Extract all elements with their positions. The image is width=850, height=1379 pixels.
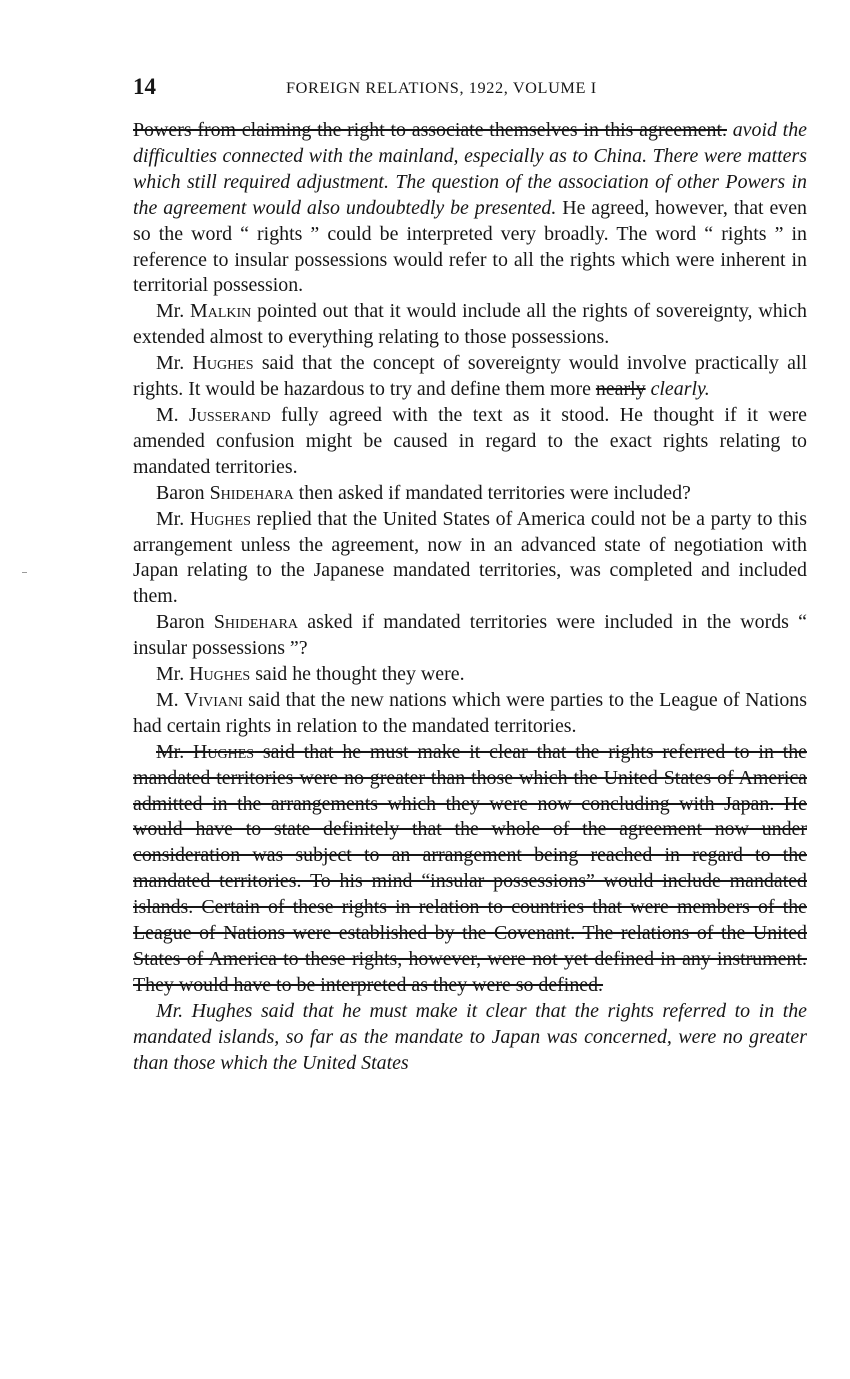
paragraph [133, 403, 807, 481]
text-run: He agreed, however, that even so the word “ rights ” could be interpreted very broadly. The word “ rights ” in reference to insular possessions would refer to all the rights which were inherent in territorial possession. [133, 196, 807, 297]
deleted-text: Powers from claiming the right to associate themselves in this agreement. [133, 119, 727, 141]
text-run: Mr. [156, 663, 190, 686]
text-run: asked if mandated territories were included in the words “ insular possessions ”? [133, 611, 807, 660]
paragraph [133, 481, 807, 507]
text-run: said that the new nations which were parties to the League of Nations had certain rights in relation to the mandated territories. [133, 688, 807, 737]
text-run: M. [156, 688, 185, 711]
deleted-speaker-name: Hughes [193, 740, 255, 763]
paragraph [133, 662, 807, 688]
text-run: pointed out that it would include all the rights of sovereignty, which extended almost to everything relating to those possessions. [133, 300, 807, 349]
speaker-name: Viviani [184, 688, 243, 711]
text-run: Mr. [156, 300, 191, 323]
paragraph [133, 610, 807, 662]
deleted-text: said that he must make it clear that the rights referred to in the mandated territories were no greater than those which the United States of America admitted in the arrangements which they were now concluding with Japan. He would have to state definitely that the whole of the agreement now under consideration was subject to an arrangement being reached in regard to the mandated territories. To his mind “insular possessions” would include mandated islands. Certain of these rights in relation to countries that were members of the League of Nations were established by the Covenant. The relations of the United States of America to these rights, however, were not yet defined in any instrument. They would have to be interpreted as they were so defined. [133, 740, 807, 996]
speaker-name: Jusserand [189, 403, 271, 426]
speaker-name: Hughes [189, 507, 251, 530]
speaker-name: Hughes [189, 663, 251, 686]
speaker-name: Malkin [190, 300, 252, 323]
text-run: Mr. [156, 352, 193, 375]
page-header [133, 72, 806, 104]
speaker-name: Hughes [192, 352, 254, 375]
text-run: fully agreed with the text as it stood. He thought if it were amended confusion might be caused in regard to the exact rights relating to mandated territories. [133, 403, 807, 478]
deleted-text: nearly [595, 378, 646, 401]
paragraph [133, 688, 807, 740]
text-run: replied that the United States of America could not be a party to this arrangement unless the agreement, now in an advanced state of negotiation with Japan relating to the Japanese mandated territories, was completed and included them. [133, 507, 807, 608]
paragraph [133, 999, 807, 1077]
running-head: FOREIGN RELATIONS, 1922, VOLUME I [286, 78, 597, 97]
speaker-name: Shidehara [209, 481, 294, 504]
text-run: Mr. [156, 507, 190, 530]
text-run: then asked if mandated territories were included? [293, 481, 691, 504]
speaker-name: Shidehara [213, 611, 299, 634]
text-run: Baron [156, 481, 210, 504]
deleted-text: Mr. [156, 740, 193, 763]
paragraph [133, 118, 807, 299]
paragraph [133, 507, 807, 611]
inserted-text: Mr. Hughes said that he must make it clear that the rights referred to in the mandated islands, so far as the mandate to Japan was concerned, were no greater than those which the United States [133, 999, 807, 1074]
paragraph [133, 299, 807, 351]
document-body [133, 118, 807, 1077]
margin-mark [22, 572, 27, 573]
inserted-text: clearly. [650, 378, 710, 401]
text-run: said that the concept of sovereignty would involve practically all rights. It would be hazardous to try and define them more [133, 352, 807, 401]
paragraph [133, 351, 807, 403]
text-run: Baron [156, 611, 214, 634]
text-run: M. [156, 403, 190, 426]
paragraph [133, 740, 807, 999]
page-number: 14 [133, 74, 156, 99]
inserted-text: avoid the difficulties connected with the mainland, especially as to China. There were matters which still required adjustment. The question of the association of other Powers in the agreement would also undoubtedly be presented. [133, 119, 807, 219]
text-run: said he thought they were. [250, 663, 465, 686]
